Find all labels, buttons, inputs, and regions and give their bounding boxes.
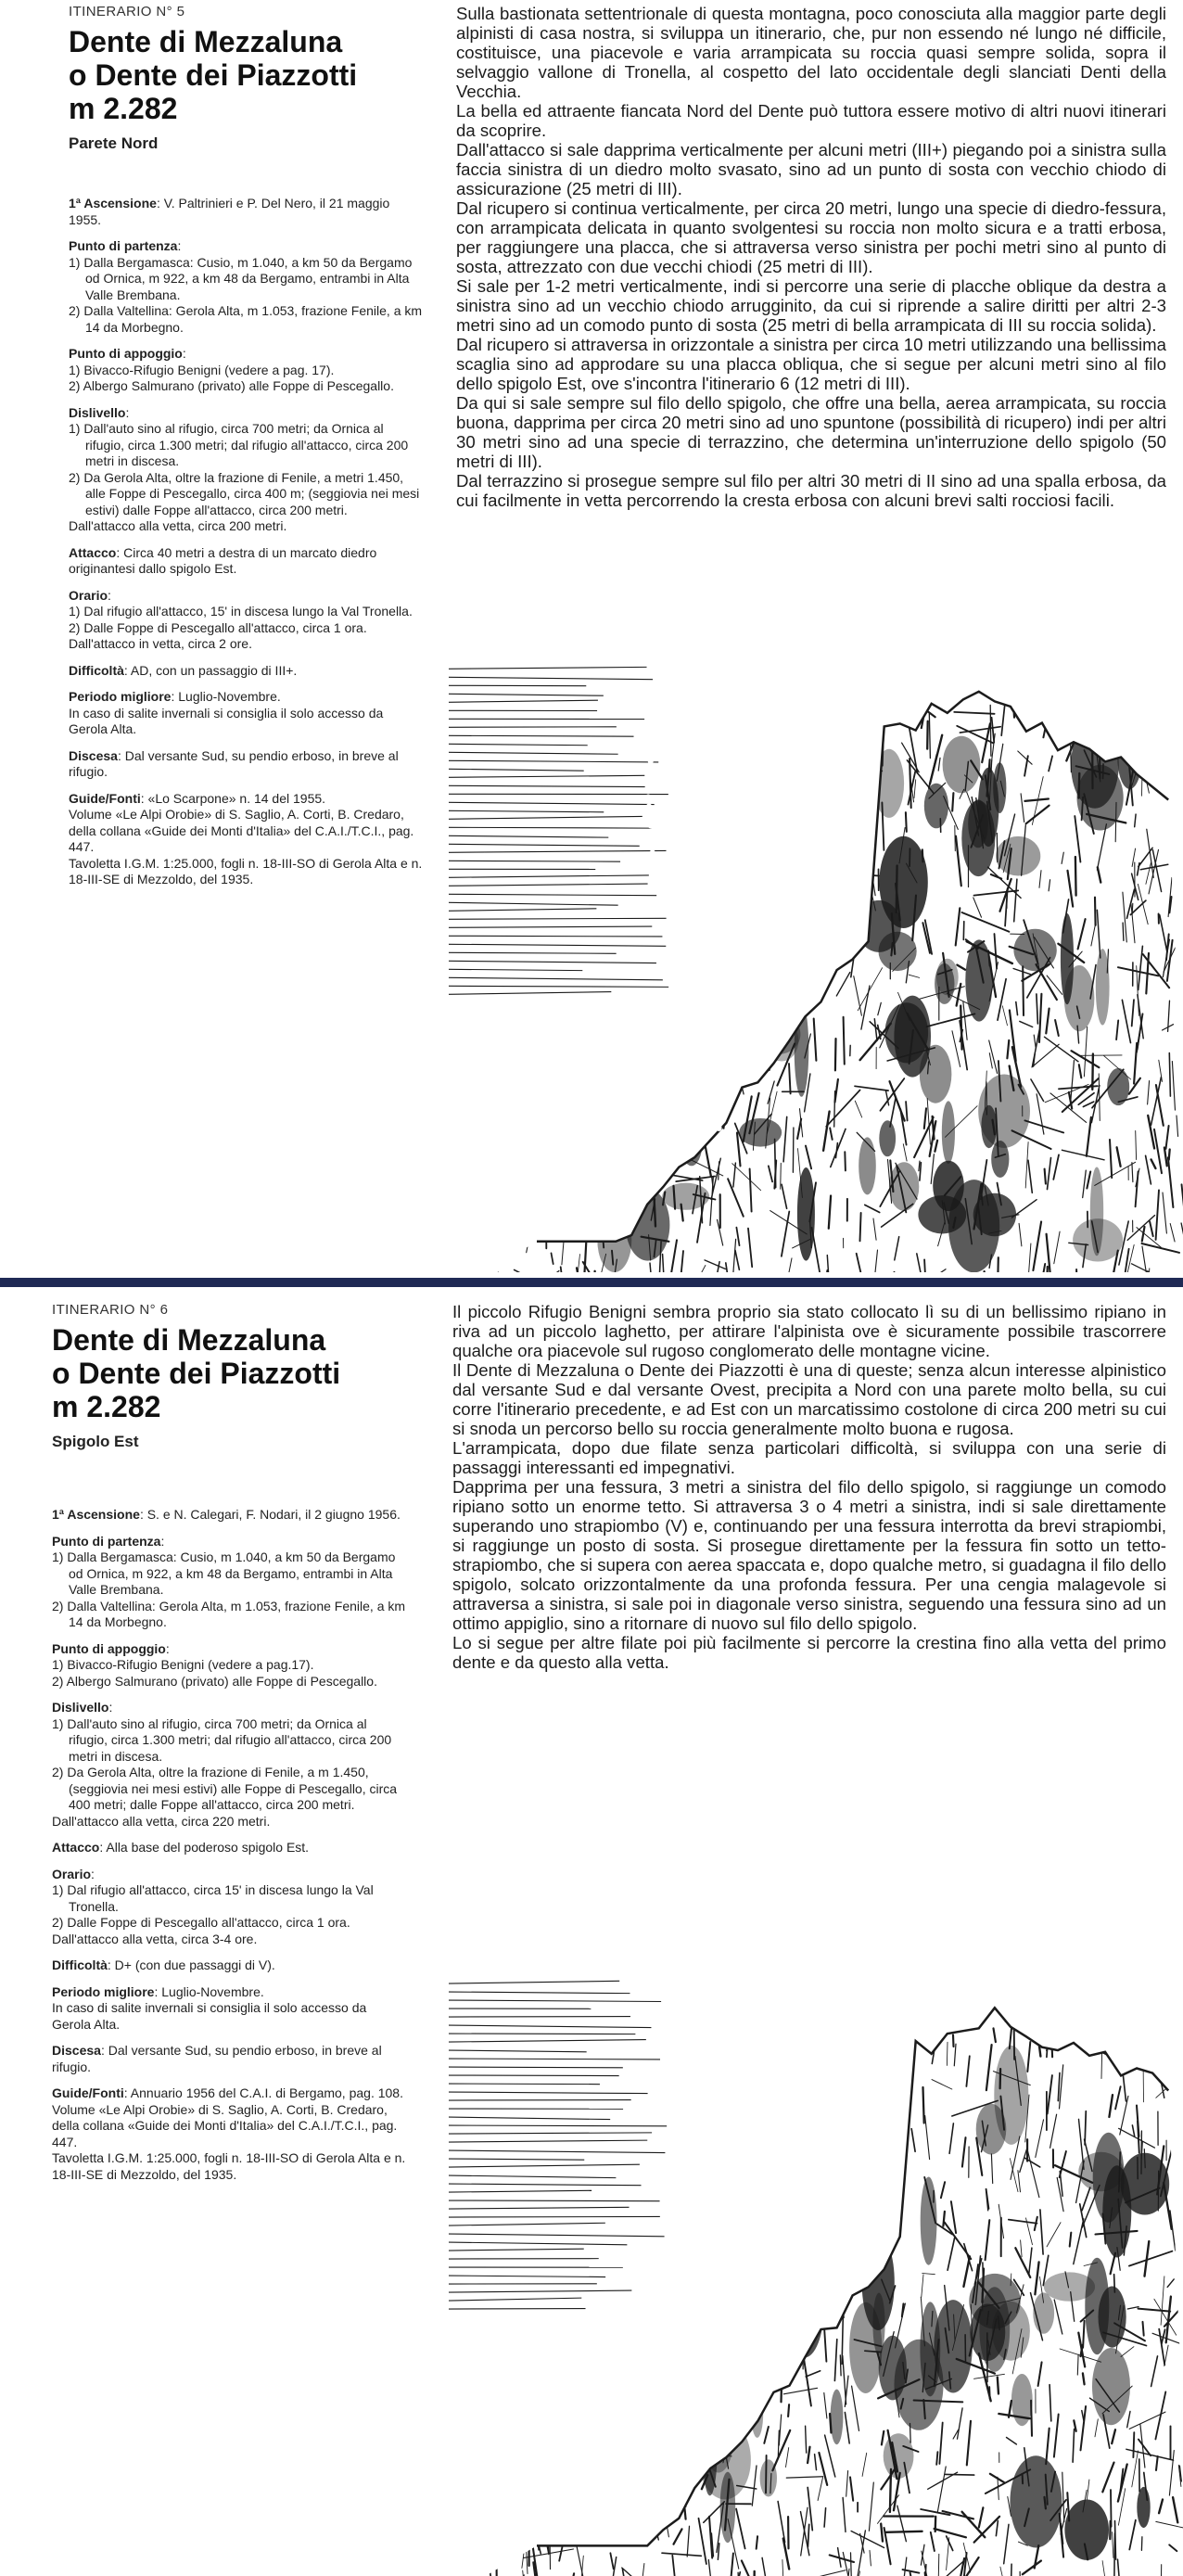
paragraph: Lo si segue per altre filate poi più facilmente si percorre la crestina fino alla vetta del primo dente e da questo alla vetta. — [452, 1633, 1166, 1672]
fact-first-ascent: 1ª Ascensione: S. e N. Calegari, F. Nodari, il 2 giugno 1956. — [52, 1507, 401, 1522]
fact-start-point: Punto di partenza: 1) Dalla Bergamasca: Cusio, m 1.040, a km 50 da Bergamo od Ornica, m 922, a km 48 da Bergamo, entrambi in Alta Valle Brembana. 2) Dalla Valtellina: Gerola Alta, m 1.053, frazione Fenile, a km 14 da Morbegno. — [52, 1533, 406, 1629]
route-sidebar-5 — [69, 4, 425, 899]
fact-best-period: Periodo migliore: Luglio-Novembre. In caso di salite invernali si consiglia il solo accesso da Gerola Alta. — [69, 689, 384, 736]
title-line-3: m 2.282 — [69, 92, 178, 125]
fact-support-point: Punto di appoggio: 1) Bivacco-Rifugio Benigni (vedere a pag. 17). 2) Albergo Salmurano (privato) alle Foppe di Pescegallo. — [69, 346, 394, 393]
fact-best-period: Periodo migliore: Luglio-Novembre. In caso di salite invernali si consiglia il solo accesso da Gerola Alta. — [52, 1983, 367, 2032]
climbing-route-dots — [647, 706, 720, 1149]
fact-support-point: Punto di appoggio: 1) Bivacco-Rifugio Benigni (vedere a pag.17). 2) Albergo Salmurano (privato) alle Foppe di Pescegallo. — [52, 1640, 377, 1689]
route-description-6 — [452, 1302, 1166, 1672]
fact-elevation: Dislivello: 1) Dall'auto sino al rifugio, circa 700 metri; da Ornica al rifugio, circa 1.300 metri; dal rifugio all'attacco, circa 200 metri in discesa. 2) Da Gerola Alta, oltre la frazione di Fenile, a metri 1.450, alle Foppe di Pescegallo, circa 400 m; (seggiovia nei mesi estivi) dalle Foppe all'attacco, circa 200 metri. Dall'attacco alla vetta, circa 200 metri. — [69, 404, 420, 533]
paragraph: Sulla bastionata settentrionale di questa montagna, poco conosciuta alla maggior parte degli alpinisti di casa nostra, si sviluppa un itinerario, che, pur non essendo né lungo né difficile, costituisce, una piacevole e varia arrampicata su roccia quasi sempre solida, sopra il selvaggio vallone di Tronella, al cospetto del lato occidentale degli slanciati Denti della Vecchia. — [456, 4, 1166, 101]
mountain-north-face-drawing-icon — [449, 657, 1183, 1272]
fact-first-ascent: 1ª Ascensione: V. Paltrinieri e P. Del Nero, il 21 maggio 1955. — [69, 196, 390, 227]
title-line-3: m 2.282 — [52, 1390, 161, 1423]
mountain-east-ridge-drawing-icon — [449, 1971, 1183, 2576]
paragraph: Dapprima per una fessura, 3 metri a sinistra del filo dello spigolo, si raggiunge un comodo ripiano sotto un enorme tetto. Si attraversa 3 o 4 metri a sinistra, indi si sale direttamente superando uno strapiombo (V) e, continuando per una fessura interrotta da brevi strapiombi, si raggiunge un posto di sosta. Si prosegue direttamente per la fessura fin sotto un tetto-strapiombo, che si supera con aerea spaccata e, dopo qualche metro, si guadagna il filo dello spigolo, solcato orizzontalmente da una profonda fessura. Per una cengia malagevole si attraversa a sinistra, si sale poi in diagonale verso sinistra, seguendo una fessura sino ad un ottimo appiglio, sino a ritornare di nuovo sul filo dello spigolo. — [452, 1477, 1166, 1633]
title-line-1: Dente di Mezzaluna — [52, 1323, 326, 1357]
paragraph: L'arrampicata, dopo due filate senza particolari difficoltà, si sviluppa con una serie di passaggi interessanti ed impegnativi. — [452, 1438, 1166, 1477]
paragraph: Dall'attacco si sale dapprima verticalmente per alcuni metri (III+) piegando poi a sinistra sulla faccia sinistra di un diedro molto svasato, sino ad un punto di sosta con vecchio chiodo di assicurazione (25 metri di III). — [456, 140, 1166, 198]
paragraph: Dal terrazzino si prosegue sempre sul filo per altri 30 metri di II sino ad una spalla erbosa, da cui facilmente in vetta percorrendo la cresta erbosa con alcuni brevi salti rocciosi facili. — [456, 471, 1166, 510]
sky-hatching — [449, 1981, 667, 2309]
peak-title — [69, 25, 425, 125]
title-line-2: o Dente dei Piazzotti — [52, 1357, 341, 1390]
paragraph: Dal ricupero si attraversa in orizzontale a sinistra per circa 10 metri utilizzando una bellissima scaglia sino ad approdare su una placca obliqua, che si segue per alcuni metri sino al filo dello spigolo Est, ove s'incontra l'itinerario 6 (12 metri di III). — [456, 335, 1166, 393]
peak-title — [52, 1323, 408, 1423]
fact-attack: Attacco: Alla base del poderoso spigolo Est. — [52, 1840, 310, 1855]
fact-difficulty: Difficoltà: D+ (con due passaggi di V). — [52, 1958, 275, 1972]
fact-elevation: Dislivello: 1) Dall'auto sino al rifugio, circa 700 metri; da Ornica al rifugio, circa 1.300 metri; dal rifugio all'attacco, circa 200 metri in discesa. 2) Da Gerola Alta, oltre la frazione di Fenile, a m 1.450, (seggiovia nei mesi estivi) alle Foppe di Pescegallo, circa 400 metri; dalle Foppe all'attacco, circa 200 metri. Dall'attacco alla vetta, circa 220 metri. — [52, 1700, 398, 1829]
fact-descent: Discesa: Dal versante Sud, su pendio erboso, in breve al rifugio. — [69, 747, 399, 779]
fact-guides: Guide/Fonti: Annuario 1956 del C.A.I. di Bergamo, pag. 108. Volume «Le Alpi Orobie» di S. Saglio, A. Corti, B. Credaro, della collana «Guide dei Monti d'Italia» del C.A.I./T.C.I., pag. 447. Tavoletta I.G.M. 1:25.000, fogli n. 18-III-SO di Gerola Alta e n. 18-III-SE di Mezzoldo, del 1935. — [52, 2085, 406, 2182]
paragraph: Il piccolo Rifugio Benigni sembra proprio sia stato collocato lì su di un bellissimo ripiano in riva ad un piccolo laghetto, per attirare l'alpinista ove è sicuramente possibile trascorrere qualche ora piacevole sul rugoso conglomerato delle montagne vicine. — [452, 1302, 1166, 1360]
paragraph: Si sale per 1-2 metri verticalmente, indi si percorre una serie di placche oblique da destra a sinistra sino ad un vecchio chiodo arrugginito, da cui si riprende a salire diritti per altri 2-3 metri sino ad un comodo punto di sosta (25 metri di bella arrampicata di III su roccia solida). — [456, 276, 1166, 335]
fact-guides: Guide/Fonti: «Lo Scarpone» n. 14 del 1955. Volume «Le Alpi Orobie» di S. Saglio, A. Corti, B. Credaro, della collana «Guide dei Monti d'Italia» del C.A.I./T.C.I., pag. 447. Tavoletta I.G.M. 1:25.000, fogli n. 18-III-SO di Gerola Alta e n. 18-III-SE di Mezzoldo, del 1935. — [69, 790, 423, 886]
fact-difficulty: Difficoltà: AD, con un passaggio di III+. — [69, 662, 298, 678]
sky-hatching — [449, 667, 668, 994]
route-facts — [69, 196, 425, 888]
route-subtitle: Spigolo Est — [52, 1433, 139, 1450]
route-facts — [52, 1507, 408, 2183]
paragraph: Dal ricupero si continua verticalmente, per circa 20 metri, lungo una specie di diedro-fessura, con arrampicata delicata in quanto svolgentesi su roccia non molto sicura e a tratti erbosa, per raggiungere una placca, che si attraversa verso sinistra per pochi metri sino al punto di sosta, attrezzato con due vecchi chiodi (25 metri di III). — [456, 198, 1166, 276]
fact-time: Orario: 1) Dal rifugio all'attacco, 15' in discesa lungo la Val Tronella. 2) Dalle Foppe di Pescegallo all'attacco, circa 1 ora. Dall'attacco in vetta, circa 2 ore. — [69, 587, 413, 651]
paragraph: La bella ed attraente fiancata Nord del Dente può tuttora essere motivo di altri nuovi itinerari da scoprire. — [456, 101, 1166, 140]
page-separator — [0, 1278, 1183, 1287]
page-itinerary-6 — [0, 1287, 1183, 2576]
route-subtitle: Parete Nord — [69, 134, 159, 152]
fact-time: Orario: 1) Dal rifugio all'attacco, circa 15' in discesa lungo la Val Tronella. 2) Dalle Foppe di Pescegallo all'attacco, circa 1 ora. Dall'attacco alla vetta, circa 3-4 ore. — [52, 1866, 374, 1946]
rock-hatching — [449, 2002, 1183, 2576]
title-line-1: Dente di Mezzaluna — [69, 25, 343, 58]
page-itinerary-5 — [0, 0, 1183, 1278]
route-sidebar-6 — [52, 1302, 408, 2193]
paragraph: Il Dente di Mezzaluna o Dente dei Piazzotti è una di queste; senza alcun interesse alpinistico dal versante Sud e dal versante Ovest, precipita a Nord con una parete molto bella, su cui corre l'itinerario precedente, e ad Est con un marcatissimo costolone di circa 200 metri su cui si snoda un percorso bello su roccia generalmente molto buona e rugosa. — [452, 1360, 1166, 1438]
itinerary-number: ITINERARIO N° 6 — [52, 1302, 169, 1318]
fact-start-point: Punto di partenza: 1) Dalla Bergamasca: Cusio, m 1.040, a km 50 da Bergamo od Ornica, m 922, a km 48 da Bergamo, entrambi in Alta Valle Brembana. 2) Dalla Valtellina: Gerola Alta, m 1.053, frazione Fenile, a km 14 da Morbegno. — [69, 238, 423, 335]
route-description-5 — [456, 4, 1166, 510]
climbing-route-dots — [677, 2080, 729, 2418]
itinerary-number: ITINERARIO N° 5 — [69, 4, 185, 19]
fact-attack: Attacco: Circa 40 metri a destra di un marcato diedro originantesi dallo spigolo Est. — [69, 544, 377, 576]
title-line-2: o Dente dei Piazzotti — [69, 58, 358, 92]
paragraph: Da qui si sale sempre sul filo dello spigolo, che offre una bella, aerea arrampicata, su roccia buona, dapprima per circa 20 metri sino ad uno spuntone (possibilità di ricupero) indi per altri 30 metri sino ad una specie di terrazzino, che determina un'interruzione dello spigolo (50 metri di III). — [456, 393, 1166, 471]
fact-descent: Discesa: Dal versante Sud, su pendio erboso, in breve al rifugio. — [52, 2043, 382, 2074]
